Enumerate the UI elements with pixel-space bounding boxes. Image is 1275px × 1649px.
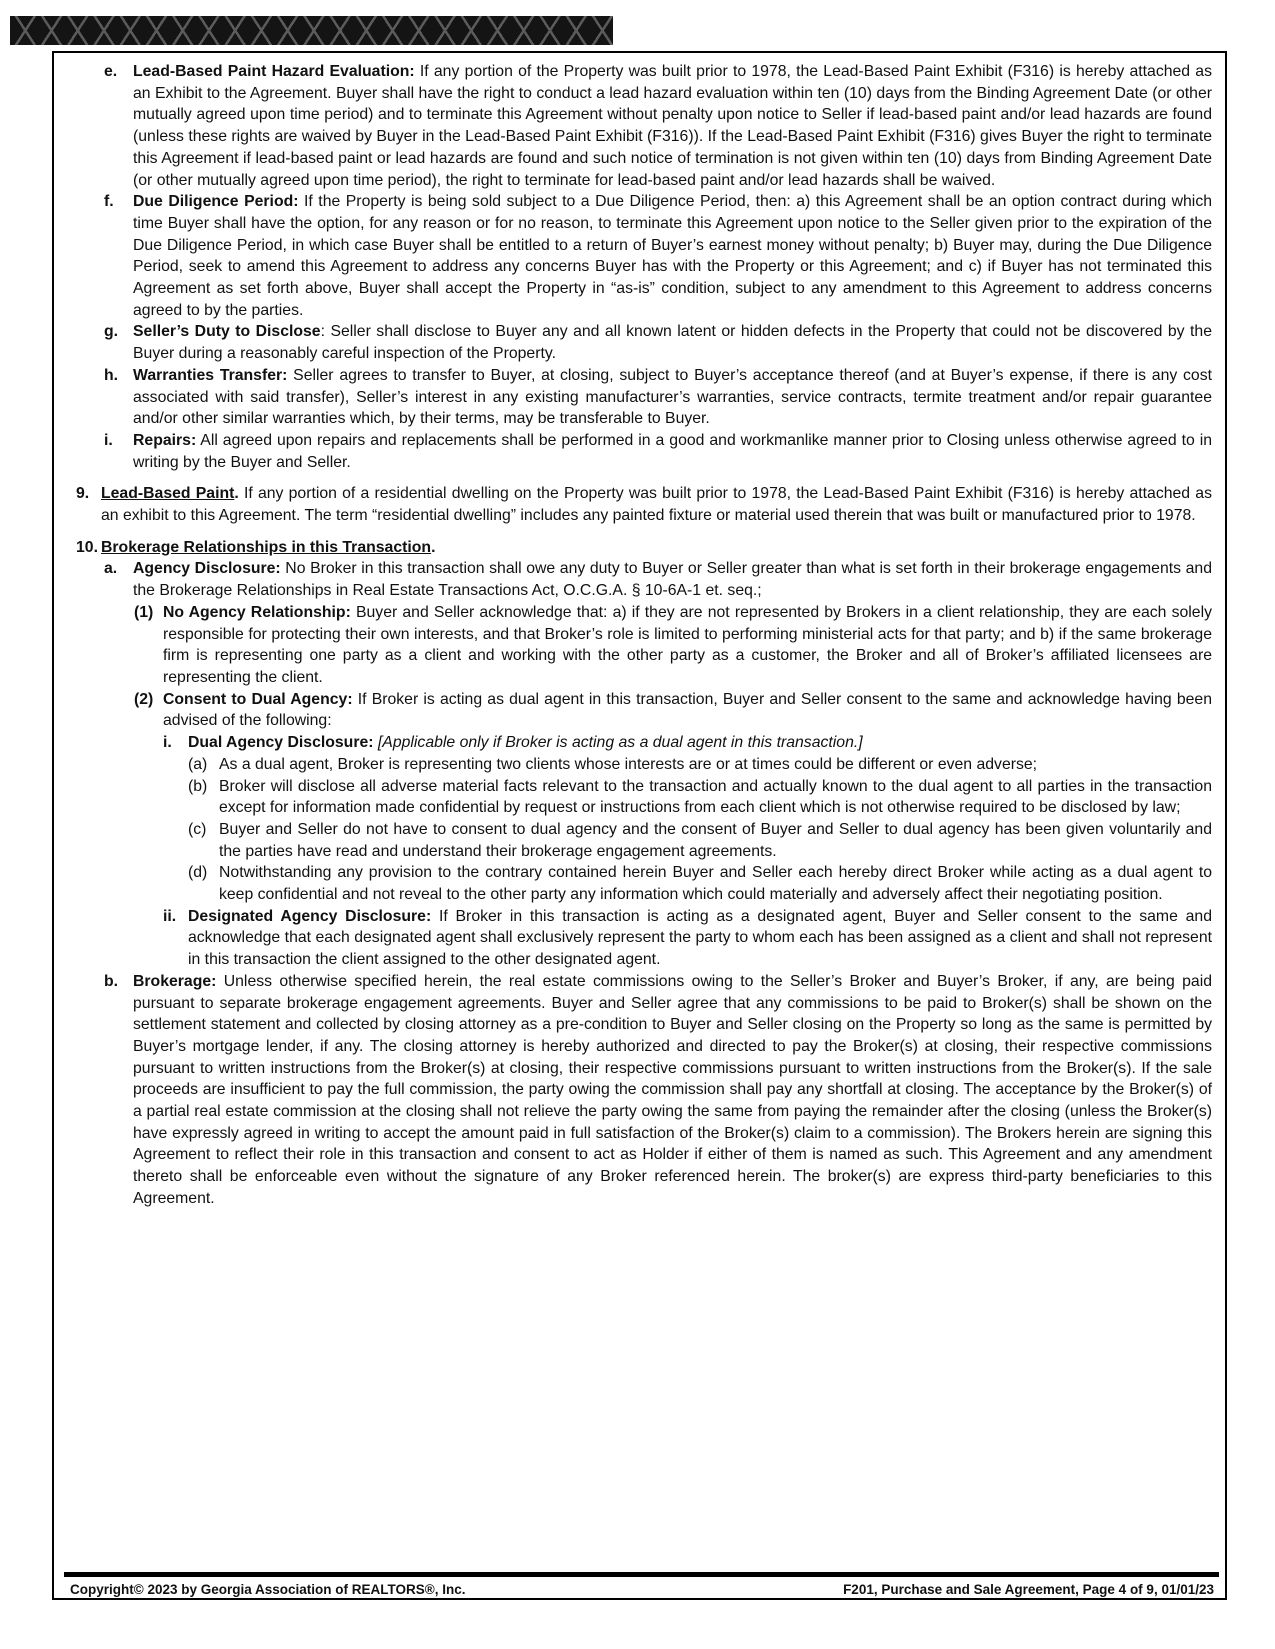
item-2-consent-to-dual-agency — [134, 689, 1212, 732]
page-footer — [70, 1581, 1214, 1598]
item-c-consent-voluntary-text — [219, 819, 1212, 862]
text-segment: If any portion of a residential dwelling on the Property was built prior to 1978, the Lead-Based Paint Exhibit (F316) is hereby attached as an exhibit to this Agreement. The term “residential dwelling” includes any painted fixture or material used therein that was built or manufactured prior to 1978. — [101, 485, 1212, 525]
text-segment: Broker will disclose all adverse material facts relevant to the transaction and actually known to the dual agent to all parties in the transaction except for information made confidential by request or instructions from each client which is not otherwise required to be disclosed by law; — [219, 777, 1212, 817]
text-segment: Brokerage Relationships in this Transaction — [101, 538, 432, 556]
item-2-consent-to-dual-agency-label: (2) — [134, 690, 154, 708]
text-segment: If the Property is being sold subject to a Due Diligence Period, then: a) this Agreement shall be an option contract during which time Buyer shall have the option, for any reason or for no reason, to terminate this Agreement upon notice to the Seller given prior to the expiration of the Due Diligence Period, in which case Buyer shall be entitled to a return of Buyer’s earnest money without penalty; b) Buyer may, during the Due Diligence Period, seek to amend this Agreement to address any concerns Buyer has with the Property or this Agreement; and c) if Buyer has not terminated this Agreement as set forth above, Buyer shall accept the Property in “as-is” condition, subject to any amendment to this Agreement to address concerns agreed to by the parties. — [133, 193, 1212, 319]
text-segment: Lead-Based Paint — [101, 485, 235, 503]
text-segment: All agreed upon repairs and replacements shall be performed in a good and workmanlike manner prior to Closing unless otherwise agreed to in writing by the Buyer and Seller. — [133, 431, 1212, 471]
item-ii-designated-agency-disclosure — [163, 906, 1212, 971]
text-segment: Notwithstanding any provision to the contrary contained herein Buyer and Seller each hereby direct Broker while acting as a dual agent to keep confidential and not reveal to the other party any information which could materially and adversely affect their negotiating position. — [219, 864, 1212, 904]
item-c-consent-voluntary — [188, 819, 1212, 862]
text-segment: If any portion of the Property was built prior to 1978, the Lead-Based Paint Exhibit (F316) is hereby attached as an Exhibit to the Agreement. Buyer shall have the right to conduct a lead hazard evaluation within ten (10) days from the Binding Agreement Date (or other mutually agreed upon time period) and to terminate this Agreement without penalty upon notice to Seller if lead-based paint and/or lead hazards are found (unless these rights are waived by Buyer in the Lead-Based Paint Exhibit (F316)). If the Lead-Based Paint Exhibit (F316) gives Buyer the right to terminate this Agreement if lead-based paint or lead hazards are found and such notice of termination is not given within ten (10) days from Binding Agreement Date (or other mutually agreed upon time period), the right to terminate for lead-based paint and/or lead hazards shall be waived. — [133, 63, 1212, 189]
text-segment: Seller agrees to transfer to Buyer, at closing, subject to Buyer’s acceptance thereof (and at Buyer’s expense, if there is any cost associated with said transfer), Seller’s interest in any existing manufacturer’s warranties, service contracts, termite treatment and/or repair guarantee and/or other similar warranties which, by their terms, may be transferable to Buyer. — [133, 366, 1212, 428]
document-body — [76, 61, 1212, 1210]
item-h-warranties-transfer-text — [133, 365, 1212, 430]
text-segment: Seller’s Duty to Disclose — [133, 323, 321, 341]
item-b-adverse-material-facts-text — [219, 776, 1212, 819]
footer-form-page-info: F201, Purchase and Sale Agreement, Page 4 of 9, 01/01/23 — [843, 1582, 1214, 1597]
item-d-keep-confidential — [188, 862, 1212, 905]
text-segment: Unless otherwise specified herein, the real estate commissions owing to the Seller’s Broker and Buyer’s Broker, if any, are being paid pursuant to separate brokerage engagement agreements. Buyer and Seller agree that any commissions to be paid to Broker(s) shall be shown on the settlement statement and collected by closing attorney as a pre-condition to Buyer and Seller closing on the Property so long as the same is permitted by Buyer’s mortgage lender, if any. The closing attorney is hereby authorized and directed to pay the Broker(s) at closing, their respective commissions pursuant to written instructions from the Broker(s) at closing, their respective commissions pursuant to written instructions from the Broker(s). If the sale proceeds are insufficient to pay the full commission, the party owing the commission shall pay any shortfall at closing. The acceptance by the Broker(s) of a partial real estate commission at the closing shall not relieve the party owing the same from paying the remainder after the closing (unless the Broker(s) have expressly agreed in writing to accept the amount paid in full satisfaction of the Broker(s) claim to a commission). The Brokers herein are signing this Agreement to reflect their role in this transaction and consent to act as Holder if either of them is named as such. This Agreement and any amendment thereto shall be enforceable even without the signature of any Broker referenced herein. The broker(s) are express third-party beneficiaries to this Agreement. — [133, 972, 1212, 1207]
item-1-no-agency-relationship-text — [163, 602, 1212, 689]
footer-divider-rule — [64, 1572, 1219, 1577]
text-segment: Lead-Based Paint Hazard Evaluation: — [133, 63, 415, 80]
text-segment: : Seller shall disclose to Buyer any and all known latent or hidden defects in the Property that could not be discovered by the Buyer during a reasonably careful inspection of the Property. — [133, 323, 1212, 363]
item-1-no-agency-relationship-label: (1) — [134, 603, 154, 621]
text-segment: As a dual agent, Broker is representing two clients whose interests are or at times could be different or even adverse; — [219, 755, 1038, 773]
item-a-dual-agent-adverse — [188, 754, 1212, 776]
item-a-agency-disclosure-label: a. — [104, 560, 118, 578]
item-e-lead-based-paint-hazard-evaluation-label: e. — [104, 63, 118, 80]
item-b-adverse-material-facts — [188, 776, 1212, 819]
item-g-sellers-duty-to-disclose-label: g. — [104, 323, 119, 341]
item-h-warranties-transfer — [104, 365, 1212, 430]
item-c-consent-voluntary-label: (c) — [188, 820, 207, 838]
item-2-consent-to-dual-agency-text — [163, 689, 1212, 732]
item-e-lead-based-paint-hazard-evaluation-text — [133, 61, 1212, 191]
text-segment: Warranties Transfer: — [133, 366, 288, 384]
decorative-lattice-band — [10, 16, 613, 45]
item-g-sellers-duty-to-disclose — [104, 321, 1212, 364]
item-g-sellers-duty-to-disclose-text — [133, 321, 1212, 364]
item-a-agency-disclosure — [104, 558, 1212, 601]
text-segment: . — [431, 538, 436, 556]
text-segment: Designated Agency Disclosure: — [188, 907, 432, 925]
item-i-dual-agency-disclosure — [163, 732, 1212, 754]
text-segment: Due Diligence Period: — [133, 193, 299, 211]
item-b-brokerage-label: b. — [104, 972, 119, 990]
text-segment: Repairs: — [133, 431, 197, 449]
item-f-due-diligence-period-text — [133, 191, 1212, 321]
item-f-due-diligence-period — [104, 191, 1212, 321]
item-9-lead-based-paint — [76, 483, 1212, 526]
text-segment: If Broker is acting as dual agent in this transaction, Buyer and Seller consent to the same and acknowledge having been advised of the following: — [163, 690, 1212, 730]
item-i-dual-agency-disclosure-text — [188, 732, 1212, 754]
item-d-keep-confidential-label: (d) — [188, 864, 208, 882]
item-i-repairs — [104, 430, 1212, 473]
document-page — [52, 51, 1227, 1600]
item-ii-designated-agency-disclosure-label: ii. — [163, 907, 177, 925]
text-segment: Buyer and Seller do not have to consent to dual agency and the consent of Buyer and Seller to dual agency has been given voluntarily and the parties have read and understand their brokerage engagement agreements. — [219, 820, 1212, 860]
item-10-brokerage-relationships-heading-text — [101, 537, 1212, 559]
text-segment: Brokerage: — [133, 972, 217, 990]
item-b-brokerage-text — [133, 971, 1212, 1210]
item-b-adverse-material-facts-label: (b) — [188, 777, 208, 795]
item-a-dual-agent-adverse-text — [219, 754, 1212, 776]
item-f-due-diligence-period-label: f. — [104, 193, 114, 211]
text-segment: Buyer and Seller acknowledge that: a) if they are not represented by Brokers in a client relationship, they are each solely responsible for protecting their own interests, and that Broker’s role is limited to performing ministerial acts for that party; and b) if the same brokerage firm is representing one party as a client and working with the other party as a customer, the Broker and all of Broker’s affiliated licensees are representing the client. — [163, 603, 1212, 686]
footer-copyright: Copyright© 2023 by Georgia Association of REALTORS®, Inc. — [70, 1582, 466, 1597]
item-9-lead-based-paint-label: 9. — [76, 485, 90, 503]
item-1-no-agency-relationship — [134, 602, 1212, 689]
item-ii-designated-agency-disclosure-text — [188, 906, 1212, 971]
text-segment: If Broker in this transaction is acting as a designated agent, Buyer and Seller consent to the same and acknowledge that each designated agent shall exclusively represent the party to whom each has been assigned as a client and shall not represent in this transaction the client assigned to the other designated agent. — [188, 907, 1213, 969]
item-10-brokerage-relationships-heading-label: 10. — [76, 538, 98, 556]
text-segment: Dual Agency Disclosure: — [188, 734, 374, 752]
item-b-brokerage — [104, 971, 1212, 1210]
item-i-repairs-text — [133, 430, 1212, 473]
item-a-agency-disclosure-text — [133, 558, 1212, 601]
item-h-warranties-transfer-label: h. — [104, 366, 119, 384]
item-10-brokerage-relationships-heading — [76, 537, 1212, 559]
text-segment: No Agency Relationship: — [163, 603, 351, 621]
text-segment: No Broker in this transaction shall owe any duty to Buyer or Seller greater than what is set forth in their brokerage engagements and the Brokerage Relationships in Real Estate Transactions Act, O.C.G.A. § 10-6A-1 et. seq.; — [133, 560, 1212, 600]
text-segment: Agency Disclosure: — [133, 560, 281, 578]
item-a-dual-agent-adverse-label: (a) — [188, 755, 208, 773]
item-d-keep-confidential-text — [219, 862, 1212, 905]
item-i-repairs-label: i. — [104, 431, 113, 449]
item-i-dual-agency-disclosure-label: i. — [163, 734, 172, 752]
item-e-lead-based-paint-hazard-evaluation — [104, 61, 1212, 191]
text-segment: . — [234, 485, 239, 503]
text-segment: [Applicable only if Broker is acting as a dual agent in this transaction.] — [377, 734, 863, 752]
item-9-lead-based-paint-text — [101, 483, 1212, 526]
text-segment: Consent to Dual Agency: — [163, 690, 353, 708]
